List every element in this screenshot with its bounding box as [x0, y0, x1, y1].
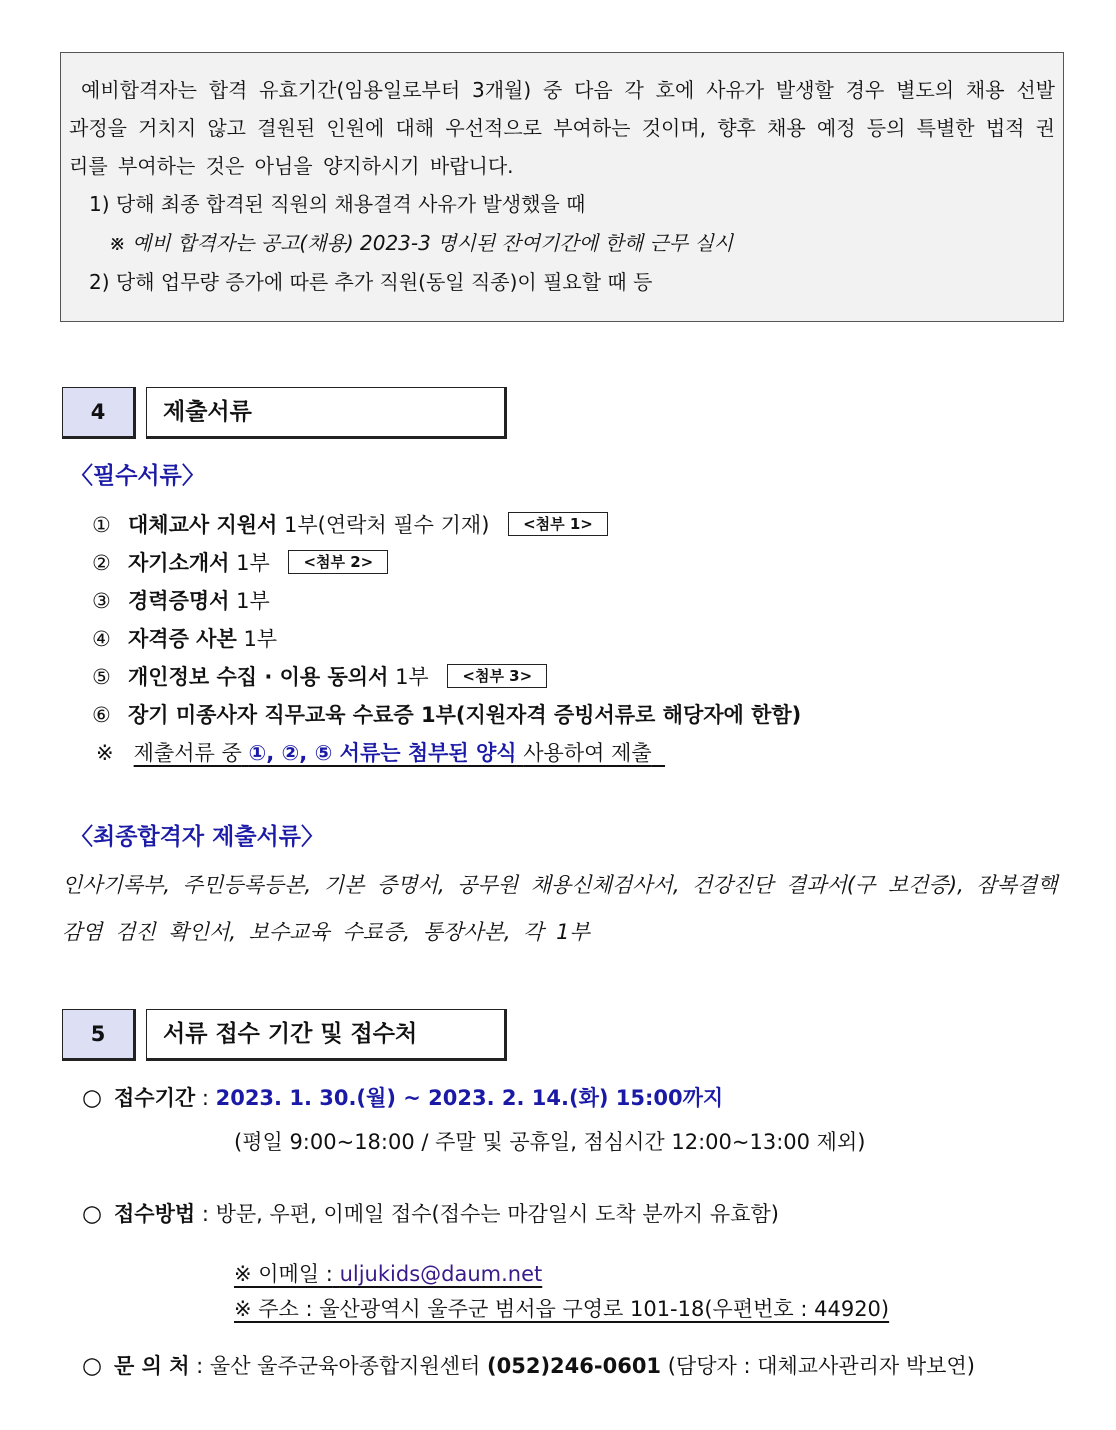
receipt-email: ※ 이메일 : uljukids@daum.net — [234, 1262, 543, 1286]
required-docs-heading: 〈필수서류〉 — [70, 463, 205, 489]
receipt-period: ○ 접수기간 : 2023. 1. 30.(월) ~ 2023. 2. 14.(화) 15:00까지 — [82, 1085, 724, 1111]
final-docs-text: 인사기록부, 주민등록등본, 기본 증명서, 공무원 채용신체검사서, 건강진단 결과서(구 보건증), 잠복결핵감염 검진 확인서, 보수교육 수료증, 통장사본, 각 1부 — [62, 873, 1058, 944]
attachment-badge-2: <첨부 2> — [288, 550, 388, 574]
doc-item-3: ③ 경력증명서 1부 — [92, 589, 270, 613]
email-link[interactable]: uljukids@daum.net — [339, 1262, 543, 1286]
final-docs-heading: 〈최종합격자 제출서류〉 — [70, 824, 324, 850]
section-4-title: 제출서류 — [146, 387, 507, 439]
contact-phone: (052)246-0601 — [487, 1354, 662, 1378]
docs-format-note: ※ 제출서류 중 ①, ②, ⑤ 서류는 첨부된 양식 사용하여 제출 — [96, 741, 652, 765]
doc-item-5: ⑤ 개인정보 수집 · 이용 동의서 1부 <첨부 3> — [92, 658, 801, 696]
receipt-address: ※ 주소 : 울산광역시 울주군 범서읍 구영로 101-18(우편번호 : 44920) — [234, 1297, 890, 1321]
section-4-number: 4 — [62, 387, 136, 439]
notice-paragraph: 예비합격자는 합격 유효기간(임용일로부터 3개월) 중 다음 각 호에 사유가 발생할 경우 별도의 채용 선발과정을 거치지 않고 결원된 인원에 대해 우선적으로 부여하는 것이며, 향후 채용 예정 등의 특별한 법적 권리를 부여하는 것은 아님을 양지하시기 바랍니다. — [69, 78, 1055, 178]
doc-item-2: ② 자기소개서 1부 <첨부 2> — [92, 544, 801, 582]
section-5-number: 5 — [62, 1009, 136, 1061]
doc-item-1: ① 대체교사 지원서 1부(연락처 필수 기재) <첨부 1> — [92, 506, 801, 544]
attachment-badge-1: <첨부 1> — [508, 512, 608, 536]
attachment-badge-3: <첨부 3> — [447, 664, 547, 688]
contact-info: ○ 문 의 처 : 울산 울주군육아종합지원센터 (052)246-0601 (담당자 : 대체교사관리자 박보연) — [82, 1353, 975, 1379]
notice-item-1: 1) 당해 최종 합격된 직원의 채용결격 사유가 발생했을 때 — [89, 192, 586, 216]
notice-item-1-note: ※ 예비 합격자는 공고(채용) 2023-3 명시된 잔여기간에 한해 근무 실시 — [109, 231, 734, 255]
notice-item-2: 2) 당해 업무량 증가에 따른 추가 직원(동일 직종)이 필요할 때 등 — [89, 270, 653, 294]
required-docs-list — [92, 506, 801, 772]
receipt-method: ○ 접수방법 : 방문, 우편, 이메일 접수(접수는 마감일시 도착 분까지 유효함) — [82, 1201, 779, 1227]
section-5-title: 서류 접수 기간 및 접수처 — [146, 1009, 507, 1061]
doc-item-6: ⑥ 장기 미종사자 직무교육 수료증 1부(지원자격 증빙서류로 해당자에 한함) — [92, 703, 802, 727]
receipt-period-hours: (평일 9:00~18:00 / 주말 및 공휴일, 점심시간 12:00~13:00 제외) — [234, 1130, 866, 1154]
doc-item-4: ④ 자격증 사본 1부 — [92, 627, 278, 651]
notice-box — [60, 52, 1064, 322]
